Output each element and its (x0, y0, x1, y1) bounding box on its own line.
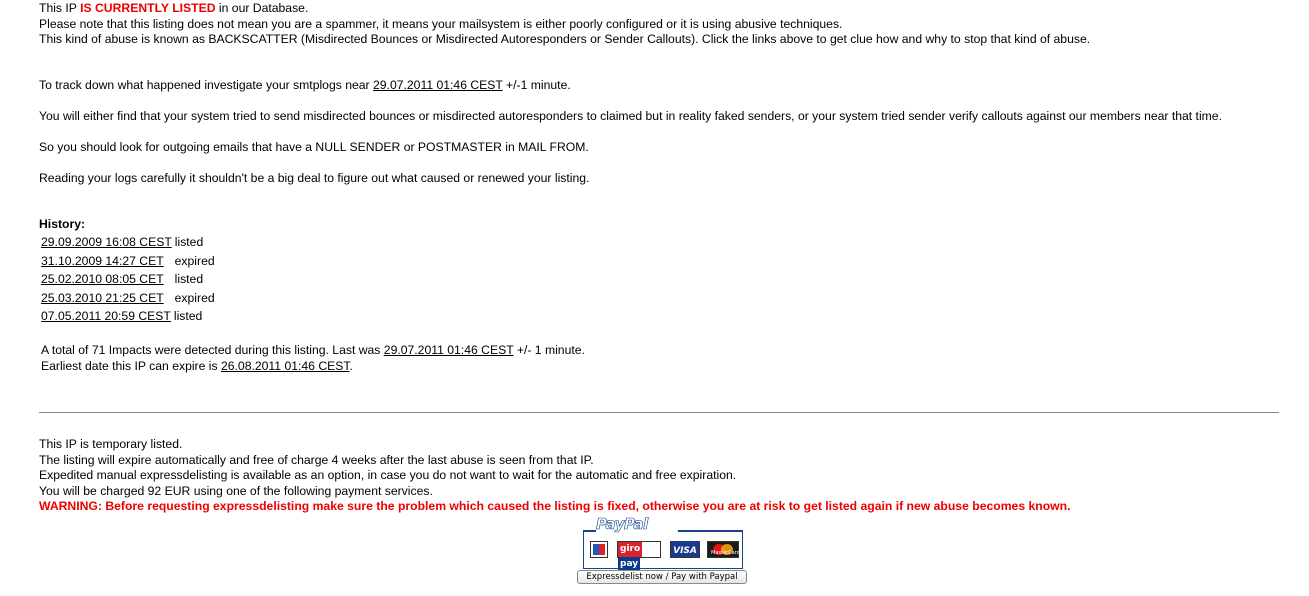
impacts-text: A total of 71 Impacts were detected during this listing. Last was (41, 343, 384, 357)
delisting-info (39, 437, 1070, 515)
temporary-listed-line: This IP is temporary listed. (39, 437, 183, 451)
express-option-line: Expedited manual expressdelisting is available as an option, in case you do not want to wait for the automatic and free expiration. (39, 468, 737, 482)
smtplog-date-link[interactable]: 29.07.2011 01:46 CEST (373, 78, 503, 92)
history-status: listed (174, 235, 204, 249)
history-date-link[interactable]: 31.10.2009 14:27 CET (41, 253, 164, 268)
auto-expire-line: The listing will expire automatically and free of charge 4 weeks after the last abuse is seen from that IP. (39, 452, 594, 467)
investigate-text: To track down what happened investigate your smtplogs near (39, 78, 373, 92)
giropay-label-a: giro (618, 542, 642, 557)
payment-methods-box (583, 530, 743, 569)
history-date-link[interactable]: 29.09.2009 16:08 CEST (41, 235, 172, 249)
impacts-block (41, 343, 585, 374)
expire-text: Earliest date this IP can expire is (41, 358, 221, 373)
investigate-suffix: +/-1 minute. (502, 78, 571, 92)
visa-icon: VISA (670, 541, 700, 558)
investigate-line (39, 78, 571, 94)
status-suffix: in our Database. (215, 1, 309, 15)
expire-suffix: . (349, 358, 353, 373)
giropay-icon (617, 541, 661, 569)
history-row (41, 291, 215, 310)
history-status: expired (174, 290, 215, 305)
paypal-logo-pay: Pay (596, 515, 624, 533)
paypal-logo (596, 517, 648, 533)
expressdelist-paypal-button[interactable]: Expressdelist now / Pay with Paypal (577, 570, 747, 584)
expire-line (41, 359, 585, 375)
mastercard-icon (707, 541, 739, 558)
spammer-note: Please note that this listing does not mean you are a spammer, it means your mailsystem is either poorly configured or it is using abusive techniques. (39, 16, 843, 31)
history-list (41, 235, 215, 328)
impacts-line (41, 343, 585, 359)
history-date-link[interactable]: 07.05.2011 20:59 CEST (41, 309, 171, 323)
history-row (41, 309, 215, 328)
divider (39, 412, 1279, 413)
history-row (41, 272, 215, 291)
history-row (41, 254, 215, 273)
impacts-suffix: +/- 1 minute. (513, 343, 585, 357)
history-date-link[interactable]: 25.02.2010 08:05 CET (41, 272, 164, 286)
ec-card-icon (590, 541, 608, 558)
history-status: listed (173, 309, 203, 323)
giropay-label-b: pay (618, 557, 640, 572)
backscatter-note: This kind of abuse is known as BACKSCATTER (Misdirected Bounces or Misdirected Autoresponders or Sender Callouts). Click the links above to get clue how and why to stop that kind of abuse. (39, 32, 1091, 46)
status-prefix: This IP (39, 1, 81, 15)
null-sender-paragraph: So you should look for outgoing emails that have a NULL SENDER or POSTMASTER in MAIL FROM. (39, 140, 589, 154)
charge-line: You will be charged 92 EUR using one of the following payment services. (39, 483, 433, 498)
paypal-logo-pal: Pal (623, 515, 648, 533)
listing-status-line (39, 1, 1090, 17)
history-row (41, 235, 215, 254)
intro-block (39, 1, 1090, 48)
explanation-paragraph: You will either find that your system tried to send misdirected bounces or misdirected autoresponders to claimed but in reality faked senders, or your system tried sender verify callouts against our members near that time. (39, 109, 1222, 123)
history-status: listed (174, 272, 204, 286)
listing-status: IS CURRENTLY LISTED (80, 1, 216, 15)
mastercard-label: MasterCard (711, 550, 740, 556)
expire-date-link[interactable]: 26.08.2011 01:46 CEST (220, 358, 350, 373)
warning-message: WARNING: Before requesting expressdelisting make sure the problem which caused the listing is fixed, otherwise you are at risk to get listed again if new abuse becomes known. (39, 499, 1071, 513)
history-status: expired (174, 253, 215, 268)
logs-paragraph: Reading your logs carefully it shouldn't be a big deal to figure out what caused or renewed your listing. (39, 171, 590, 185)
history-date-link[interactable]: 25.03.2010 21:25 CET (41, 290, 164, 305)
last-impact-link[interactable]: 29.07.2011 01:46 CEST (383, 343, 514, 357)
history-title: History: (39, 217, 86, 231)
